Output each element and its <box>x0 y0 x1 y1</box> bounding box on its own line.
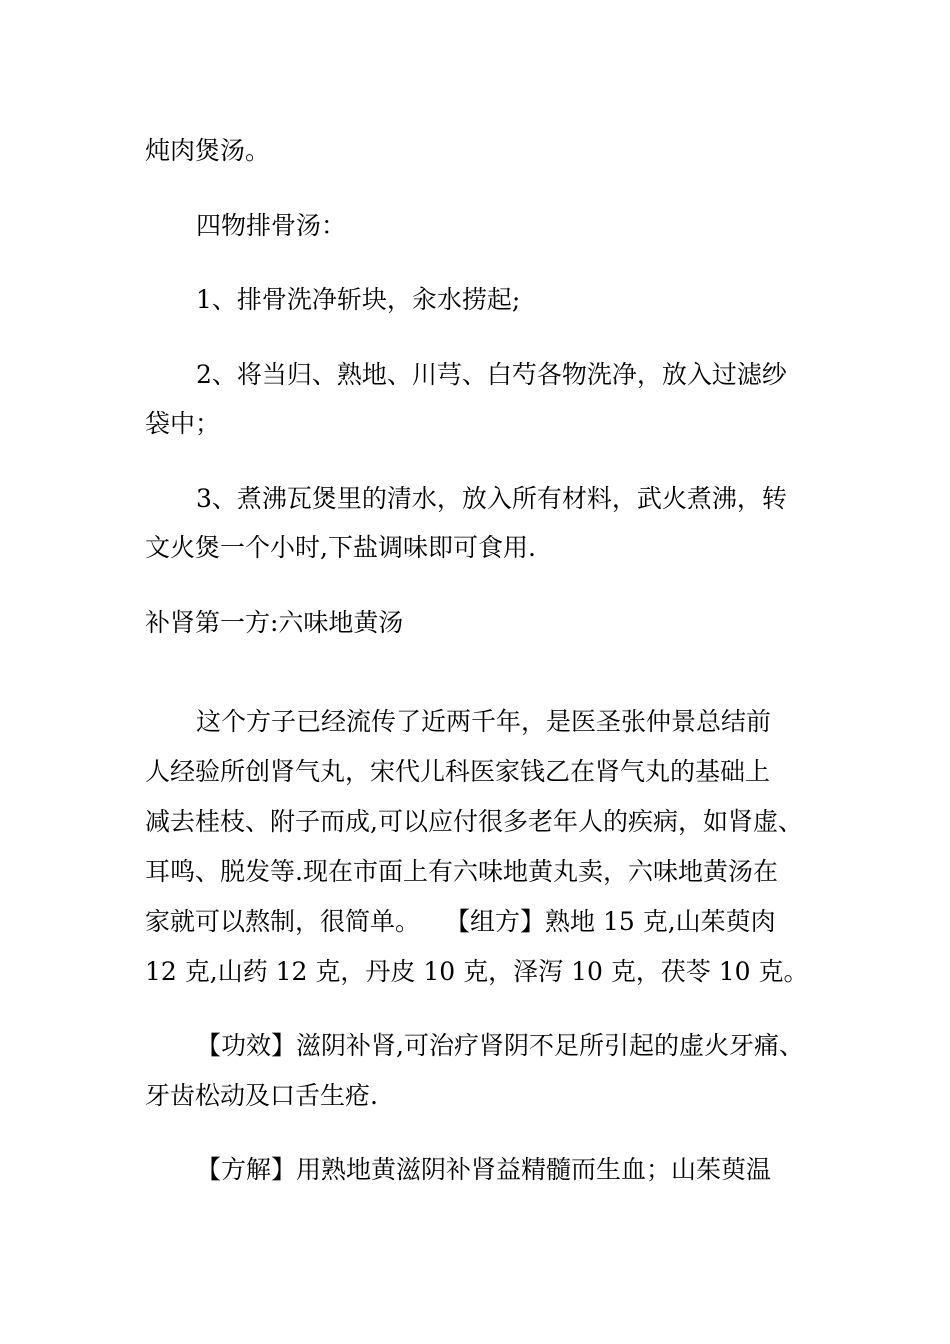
paragraph-line: 减去桂枝、附子而成,可以应付很多老年人的疾病，如肾虚、 <box>145 807 803 836</box>
explanation-line: 【方解】用熟地黄滋阴补肾益精髓而生血；山茱萸温 <box>196 1155 772 1184</box>
recipe-step-3-cont: 文火煲一个小时,下盐调味即可食用. <box>145 533 536 562</box>
paragraph-line: 家就可以熬制，很简单。 【组方】熟地 15 克,山茱萸肉 <box>145 907 776 936</box>
paragraph-line: 这个方子已经流传了近两千年，是医圣张仲景总结前 <box>196 707 772 736</box>
section-heading: 补肾第一方:六味地黄汤 <box>145 608 404 637</box>
recipe-title: 四物排骨汤： <box>196 211 347 240</box>
recipe-step-3: 3、煮沸瓦煲里的清水，放入所有材料，武火煮沸，转 <box>196 484 787 513</box>
paragraph-line: 人经验所创肾气丸，宋代儿科医家钱乙在肾气丸的基础上 <box>145 757 771 786</box>
text-line: 炖肉煲汤。 <box>145 136 271 165</box>
efficacy-line: 【功效】滋阴补肾,可治疗肾阴不足所引起的虚火牙痛、 <box>196 1031 804 1060</box>
recipe-step-2-cont: 袋中； <box>145 409 221 438</box>
recipe-step-1: 1、排骨洗净斩块，汆水捞起; <box>196 285 521 314</box>
paragraph-line: 耳鸣、脱发等.现在市面上有六味地黄丸卖，六味地黄汤在 <box>145 857 778 886</box>
efficacy-line-cont: 牙齿松动及口舌生疮. <box>145 1081 378 1110</box>
paragraph-line: 12 克,山药 12 克，丹皮 10 克，泽泻 10 克，茯苓 10 克。 <box>145 957 809 986</box>
recipe-step-2: 2、将当归、熟地、川芎、白芍各物洗净，放入过滤纱 <box>196 360 787 389</box>
